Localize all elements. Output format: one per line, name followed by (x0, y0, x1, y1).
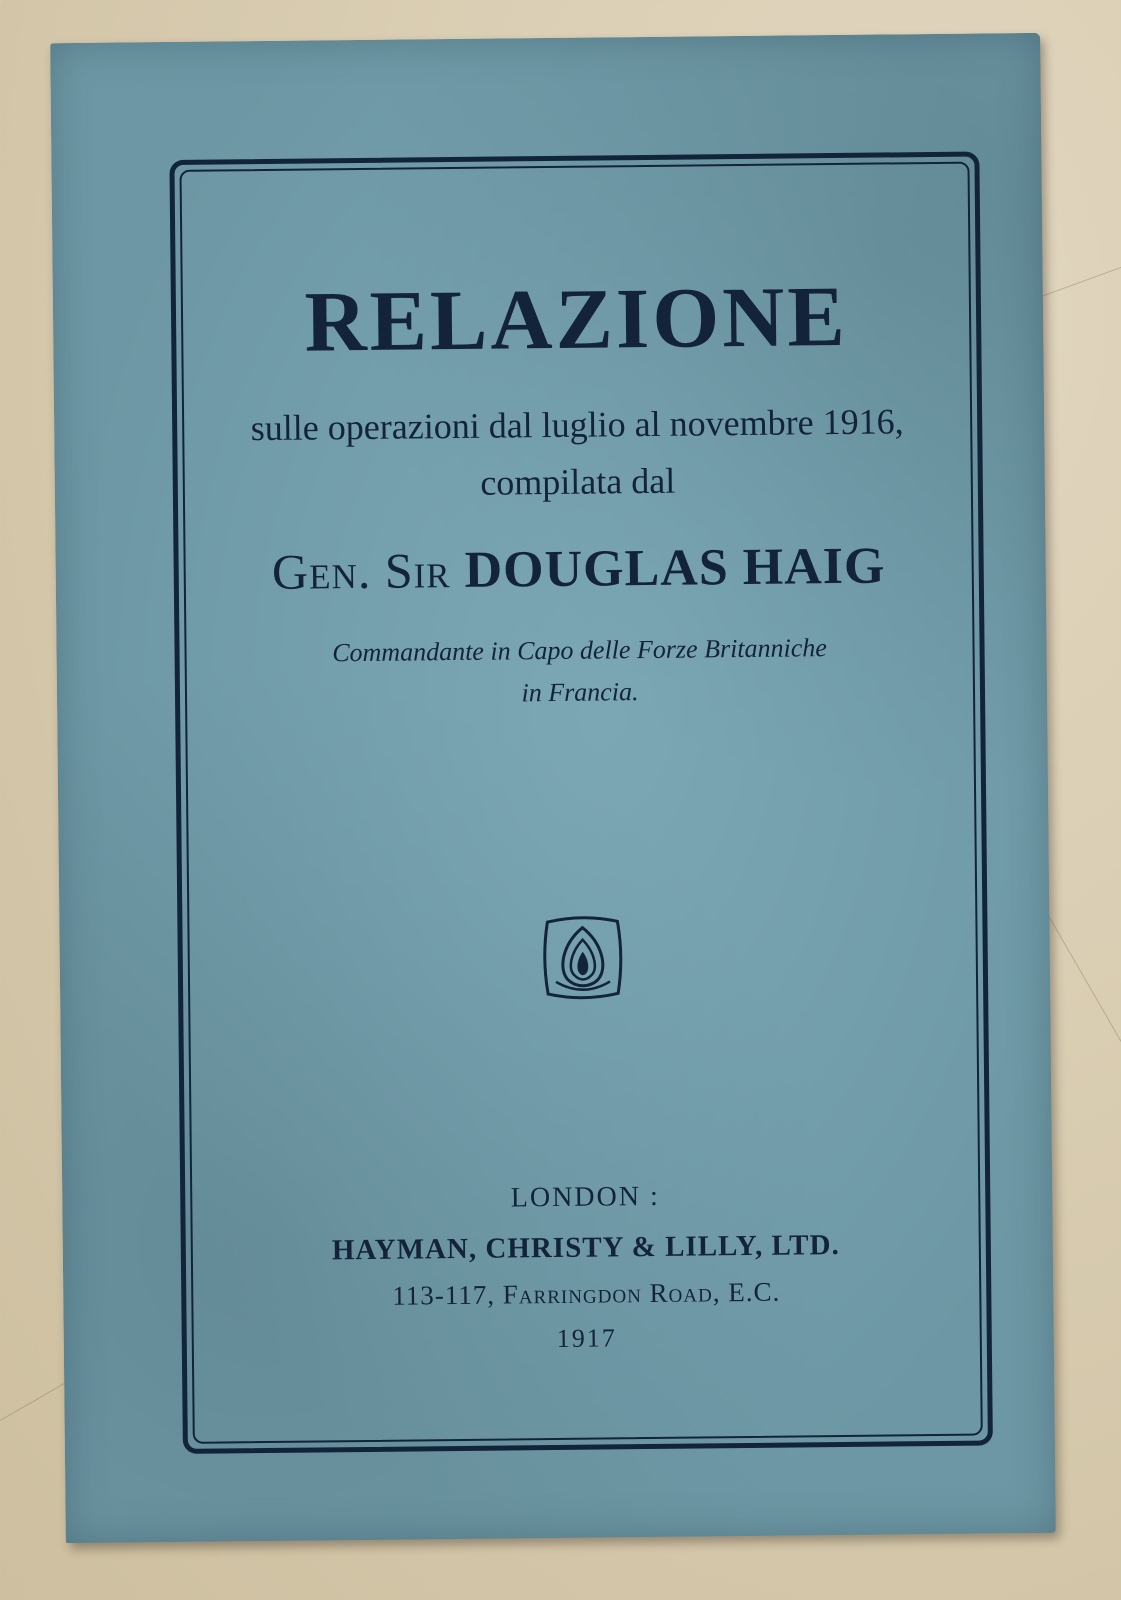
author-name: DOUGLAS HAIG (464, 537, 886, 600)
imprint-address: 113-117, Farringdon Road, E.C. (392, 1276, 781, 1311)
cover-subtitle: sulle operazioni dal luglio al novembre 1916, (250, 401, 904, 449)
booklet-cover (50, 33, 1056, 1543)
author-prefix: Gen. Sir (271, 542, 451, 601)
imprint-publisher: HAYMAN, CHRISTY & LILLY, LTD. (331, 1228, 840, 1266)
flame-emblem-icon (537, 913, 628, 1002)
cover-content (182, 164, 980, 1358)
author-line (185, 537, 972, 601)
cover-title: RELAZIONE (304, 267, 849, 370)
cover-subtitle-compiled: compilata dal (480, 460, 676, 503)
author-role (186, 626, 973, 717)
table-scratch (1030, 259, 1121, 301)
table-scratch (1039, 900, 1121, 1074)
author-role-line2: in Francia. (521, 677, 639, 708)
imprint-year: 1917 (556, 1322, 617, 1353)
author-role-line1: Commandante in Capo delle Forze Britanniche (332, 633, 828, 668)
imprint-city: LONDON : (510, 1180, 660, 1214)
